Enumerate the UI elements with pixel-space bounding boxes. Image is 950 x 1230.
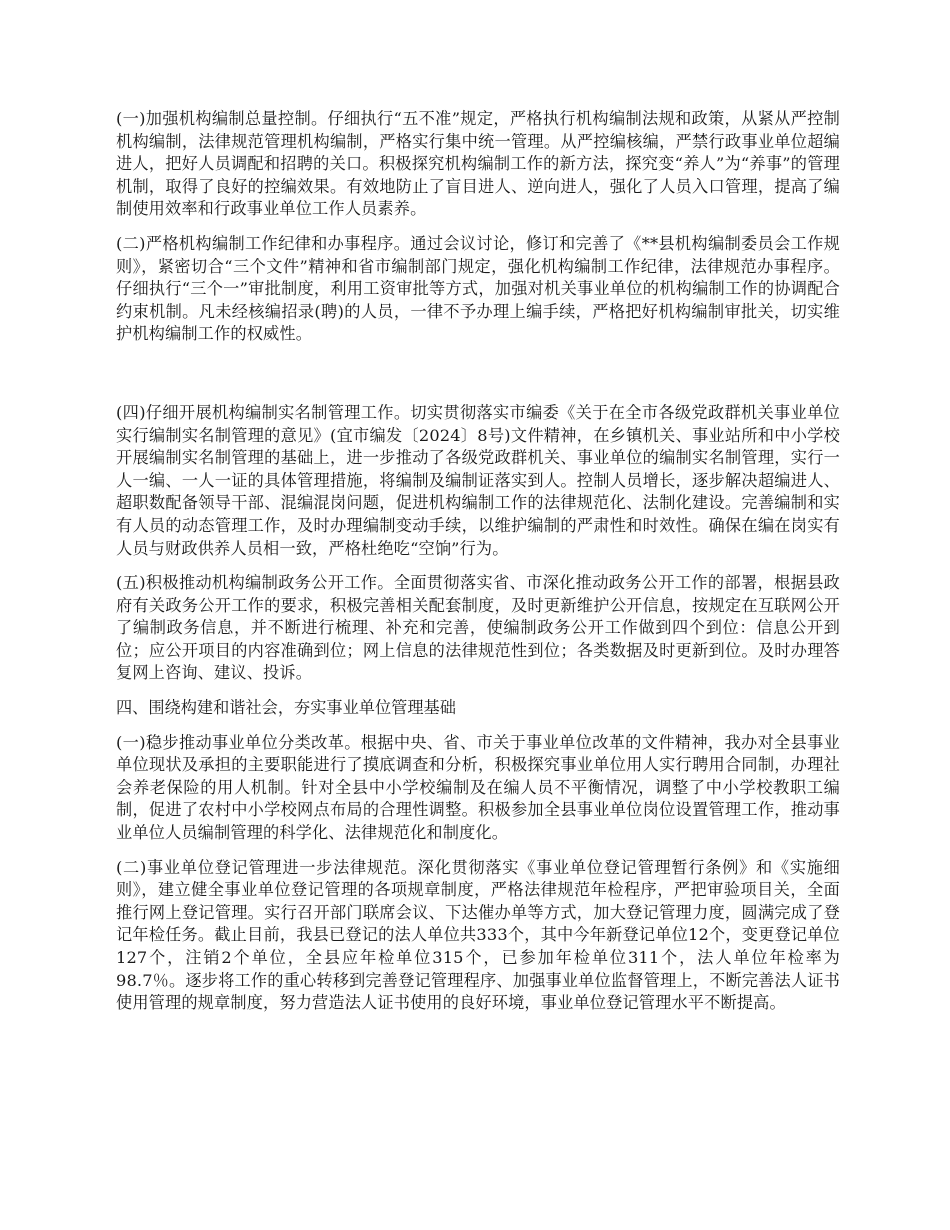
paragraph-total-control: (一)加强机构编制总量控制。仔细执行“五不准”规定，严格执行机构编制法规和政策，从紧从严控制机构编制，法律规范管理机构编制，严格实行集中统一管理。从严控编核编，严禁行政事业单位超编进人，把好人员调配和招聘的关口。积极探究机构编制工作的新方法，探究变“养人”为“养事”的管理机制，取得了良好的控编效果。有效地防止了盲目进人、逆向进人，强化了人员入口管理，提高了编制使用效率和行政事业单位工作人员素养。: [116, 109, 840, 219]
paragraph-registration-management: (二)事业单位登记管理进一步法律规范。深化贯彻落实《事业单位登记管理暂行条例》和《实施细则》，建立健全事业单位登记管理的各项规章制度，严格法律规范年检程序，严把审验项目关，全面推行网上登记管理。实行召开部门联席会议、下达催办单等方式，加大登记管理力度，圆满完成了登记年检任务。截止目前，我县已登记的法人单位共333个，其中今年新登记单位12个，变更登记单位127个，注销2个单位，全县应年检单位315个，已参加年检单位311个，法人单位年检率为98.7％。逐步将工作的重心转移到完善登记管理程序、加强事业单位监督管理上，不断完善法人证书使用管理的规章制度，努力营造法人证书使用的良好环境，事业单位登记管理水平不断提高。: [116, 857, 840, 1013]
paragraph-real-name-management: (四)仔细开展机构编制实名制管理工作。切实贯彻落实市编委《关于在全市各级党政群机关事业单位实行编制实名制管理的意见》(宜市编发〔2024〕8号)文件精神，在乡镇机关、事业站所和中小学校开展编制实名制管理的基础上，进一步推动了各级党政群机关、事业单位的编制实名制管理，实行一人一编、一人一证的具体管理措施，将编制及编制证落实到人。控制人员增长，逐步解决超编进人、超职数配备领导干部、混编混岗问题，促进机构编制工作的法律规范化、法制化建设。完善编制和实有人员的动态管理工作，及时办理编制变动手续，以维护编制的严肃性和时效性。确保在编在岗实有人员与财政供养人员相一致，严格杜绝吃“空饷”行为。: [116, 402, 840, 558]
document-page: [116, 108, 840, 1015]
paragraph-discipline-procedure: (二)严格机构编制工作纪律和办事程序。通过会议讨论，修订和完善了《**县机构编制委员会工作规则》，紧密切合“三个文件”精神和省市编制部门规定，强化机构编制工作纪律，法律规范办事程序。仔细执行“三个一”审批制度，利用工资审批等方式，加强对机关事业单位的机构编制工作的协调配合约束机制。凡未经核编招录(聘)的人员，一律不予办理上编手续，严格把好机构编制审批关，切实维护机构编制工作的权威性。: [116, 233, 840, 344]
section-heading-four: 四、围绕构建和谐社会，夯实事业单位管理基础: [116, 698, 456, 718]
paragraph-classification-reform: (一)稳步推动事业单位分类改革。根据中央、省、市关于事业单位改革的文件精神，我办对全县事业单位现状及承担的主要职能进行了摸底调查和分析，积极探究事业单位用人实行聘用合同制，办理社会养老保险的用人机制。针对全县中小学校编制及在编人员不平衡情况，调整了中小学校教职工编制，促进了农村中小学校网点布局的合理性调整。积极参加全县事业单位岗位设置管理工作，推动事业单位人员编制管理的科学化、法律规范化和制度化。: [116, 732, 840, 843]
paragraph-public-affairs: (五)积极推动机构编制政务公开工作。全面贯彻落实省、市深化推动政务公开工作的部署，根据县政府有关政务公开工作的要求，积极完善相关配套制度，及时更新维护公开信息，按规定在互联网公开了编制政务信息，并不断进行梳理、补充和完善，使编制政务公开工作做到四个到位：信息公开到位；应公开项目的内容准确到位；网上信息的法律规范性到位；各类数据及时更新到位。及时办理答复网上咨询、建议、投诉。: [116, 573, 840, 683]
